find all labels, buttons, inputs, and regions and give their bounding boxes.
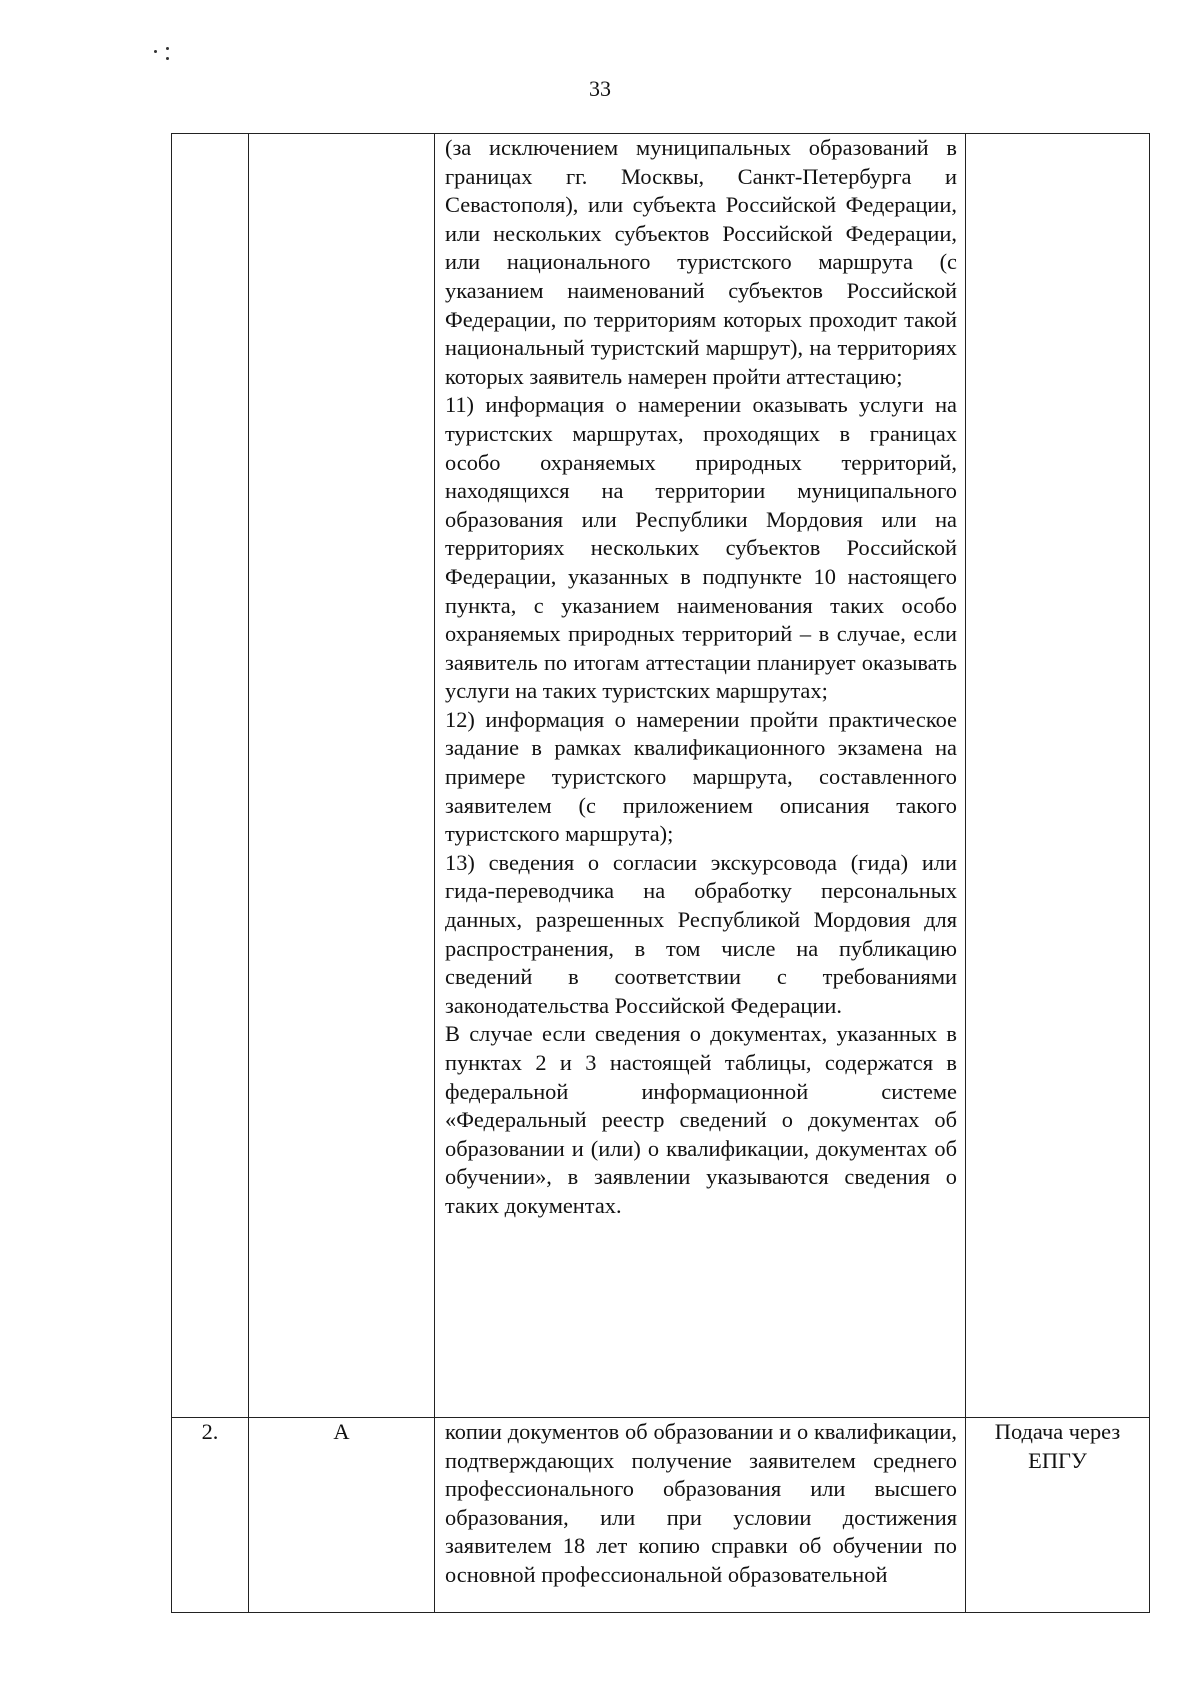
number-cell: 2. — [172, 1418, 249, 1613]
requirements-table — [171, 133, 1150, 1613]
category-cell — [249, 134, 435, 1418]
description-paragraph: копии документов об образовании и о квалификации, подтверждающих получение заявителем среднего профессионального образования или высшего образования, или при условии достижения заявителем 18 лет копию справки об обучении по основной профессиональной образовательной — [445, 1419, 957, 1587]
description-cell — [435, 134, 966, 1418]
description-paragraph: 11) информация о намерении оказывать услуги на туристских маршрутах, проходящих в границах особо охраняемых природных территорий, находящихся на территории муниципального образования или Республики Мордовия или на территориях нескольких субъектов Российской Федерации, указанных в подпункте 10 настоящего пункта, с указанием наименования таких особо охраняемых природных территорий – в случае, если заявитель по итогам аттестации планирует оказывать услуги на таких туристских маршрутах; — [445, 392, 957, 704]
description-paragraph: 12) информация о намерении пройти практическое задание в рамках квалификационного экзамена на примере туристского маршрута, составленного заявителем (с приложением описания такого туристского маршрута); — [445, 706, 957, 847]
table-row — [172, 1418, 1150, 1613]
page-number: 33 — [589, 76, 611, 101]
description-paragraph: (за исключением муниципальных образований в границах гг. Москвы, Санкт-Петербурга и Севастополя), или субъекта Российской Федерации, или нескольких субъектов Российской Федерации, или национального туристского маршрута (с указанием наименований субъектов Российской Федерации, по территориям которых проходит такой национальный туристский маршрут), на территориях которых заявитель намерен пройти аттестацию; — [445, 135, 957, 389]
description-paragraph: 13) сведения о согласии экскурсовода (гида) или гида-переводчика на обработку персональных данных, разрешенных Республикой Мордовия для распространения, в том числе на публикацию сведений в соответствии с требованиями законодательства Российской Федерации. — [445, 849, 957, 1018]
number-cell — [172, 134, 249, 1418]
table-row — [172, 134, 1150, 1418]
description-paragraph: В случае если сведения о документах, указанных в пунктах 2 и 3 настоящей таблицы, содержатся в федеральной информационной системе «Федеральный реестр сведений о документах об образовании и (или) о квалификации, документах об обучении», в заявлении указываются сведения о таких документах. — [445, 1021, 957, 1218]
method-cell: Подача через ЕПГУ — [966, 1418, 1150, 1613]
scan-speck — [154, 50, 157, 53]
category-cell: А — [249, 1418, 435, 1613]
scan-speck — [166, 57, 169, 60]
description-cell — [435, 1418, 966, 1613]
scan-speck — [166, 47, 169, 50]
method-cell — [966, 134, 1150, 1418]
